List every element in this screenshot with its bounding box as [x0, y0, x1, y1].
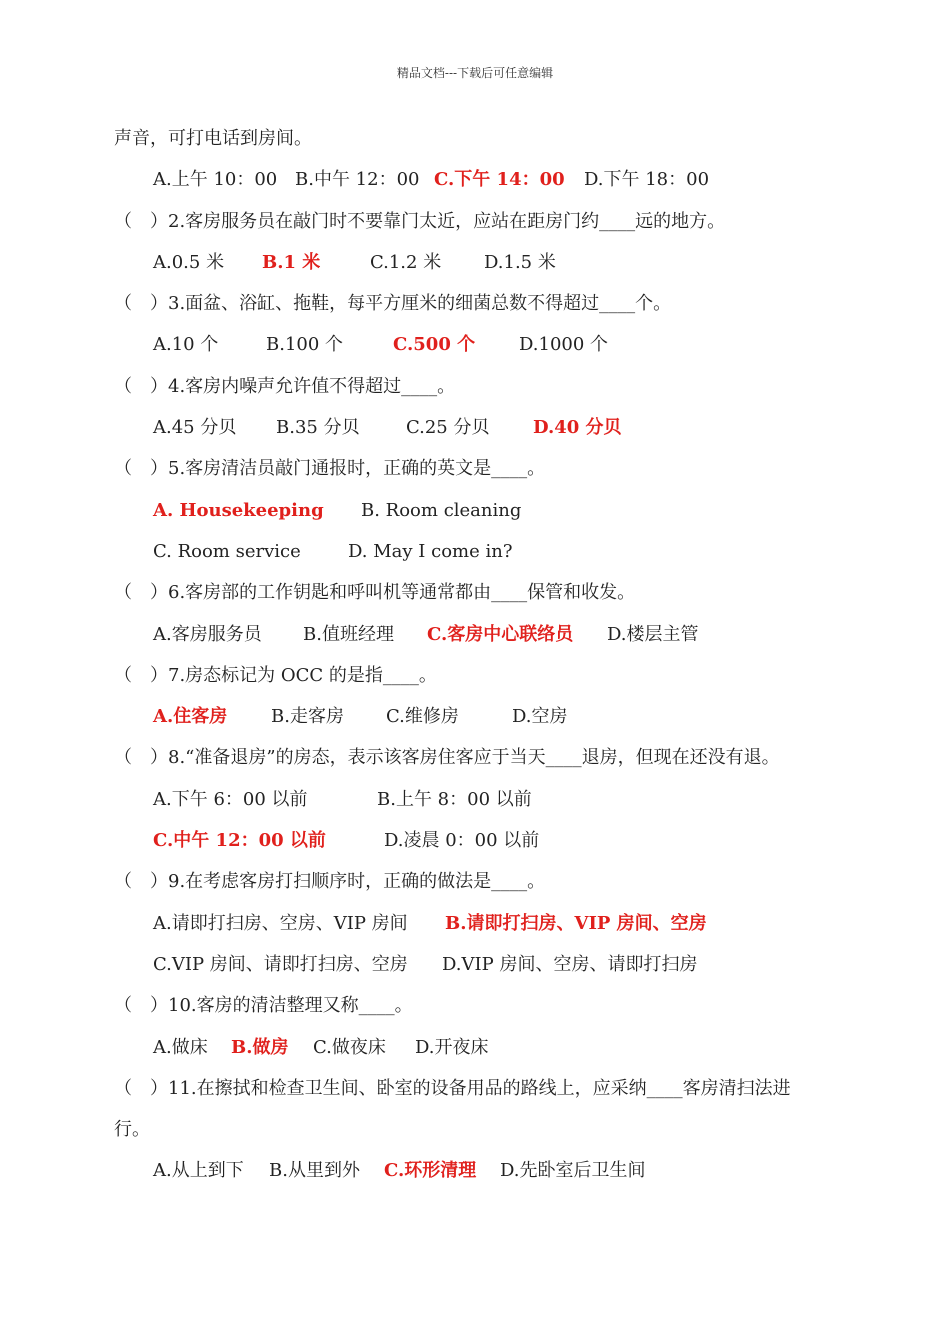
option: B.走客房: [271, 706, 344, 728]
option: C.做夜床: [313, 1036, 386, 1058]
question-line: （ ）9.在考虑客房打扫顺序时，正确的做法是____。: [114, 871, 546, 893]
question-line: （ ）10.客房的清洁整理又称____。: [114, 995, 413, 1017]
option: B.上午 8：00 以前: [377, 788, 532, 810]
question-line: 声音，可打电话到房间。: [114, 128, 312, 149]
answer-option: A.住客房: [153, 706, 228, 728]
answer-option: A. Housekeeping: [153, 499, 324, 521]
question-line: （ ）11.在擦拭和检查卫生间、卧室的设备用品的路线上，应采纳____客房清扫法进: [114, 1077, 791, 1099]
answer-option: C.中午 12：00 以前: [153, 830, 326, 852]
options-line: [0, 820, 950, 861]
option: B.从里到外: [269, 1160, 360, 1182]
option: C.VIP 房间、请即打扫房、空房: [153, 953, 408, 975]
options-line: [0, 1150, 950, 1191]
option: A.45 分贝: [153, 417, 237, 439]
answer-option: B.请即打扫房、VIP 房间、空房: [445, 912, 707, 934]
options-line: [0, 696, 950, 737]
options-line: [0, 490, 950, 531]
question-line: （ ）4.客房内噪声允许值不得超过____。: [114, 375, 456, 397]
question-list: [0, 118, 950, 1192]
options-line: [0, 903, 950, 944]
options-line: [0, 159, 950, 200]
option: A.上午 10：00: [153, 169, 278, 191]
option: C.1.2 米: [370, 251, 442, 273]
option: A.请即打扫房、空房、VIP 房间: [153, 912, 408, 934]
answer-option: B.做房: [231, 1036, 289, 1058]
page-header: 精品文档---下载后可任意编辑: [396, 66, 554, 80]
options-line: [0, 1027, 950, 1068]
question-line: 行。: [114, 1119, 150, 1141]
options-line: [0, 614, 950, 655]
option: A.10 个: [153, 334, 219, 356]
option: C.25 分贝: [406, 417, 490, 439]
option: A.做床: [153, 1036, 208, 1058]
option: D.1.5 米: [484, 251, 556, 273]
option: A.从上到下: [153, 1160, 244, 1182]
option: D.凌晨 0：00 以前: [384, 830, 540, 852]
option: B. Room cleaning: [361, 499, 522, 521]
option: D.VIP 房间、空房、请即打扫房: [442, 953, 698, 975]
option: C. Room service: [153, 540, 301, 562]
option: C.维修房: [386, 706, 459, 728]
option: D.下午 18：00: [584, 169, 710, 191]
option: D. May I come in?: [348, 540, 513, 562]
question-line: （ ）2.客房服务员在敲门时不要靠门太近，应站在距房门约____远的地方。: [114, 210, 726, 232]
answer-option: C.客房中心联络员: [427, 623, 574, 645]
question-line: （ ）7.房态标记为 OCC 的是指____。: [114, 664, 437, 686]
option: D.楼层主管: [607, 623, 699, 645]
option: D.开夜床: [415, 1036, 489, 1058]
question-line: （ ）3.面盆、浴缸、拖鞋，每平方厘米的细菌总数不得超过____个。: [114, 293, 672, 315]
option: B.35 分贝: [276, 417, 360, 439]
answer-option: C.500 个: [393, 334, 476, 356]
option: B.中午 12：00: [295, 169, 420, 191]
answer-option: C.环形清理: [384, 1160, 477, 1182]
option: A.下午 6：00 以前: [153, 788, 308, 810]
options-line: [0, 324, 950, 365]
options-line: [0, 531, 950, 572]
question-line: （ ）5.客房清洁员敲门通报时，正确的英文是____。: [114, 458, 546, 480]
option: D.1000 个: [519, 334, 609, 356]
option: A.0.5 米: [153, 251, 225, 273]
option: A.客房服务员: [153, 623, 262, 645]
options-line: [0, 779, 950, 820]
question-line: （ ）8.“准备退房”的房态，表示该客房住客应于当天____退房，但现在还没有退。: [114, 747, 780, 769]
option: B.值班经理: [303, 623, 394, 645]
options-line: [0, 242, 950, 283]
answer-option: B.1 米: [262, 251, 321, 273]
answer-option: C.下午 14：00: [434, 169, 565, 191]
question-line: （ ）6.客房部的工作钥匙和呼叫机等通常都由____保管和收发。: [114, 582, 636, 604]
answer-option: D.40 分贝: [533, 417, 622, 439]
option: D.先卧室后卫生间: [500, 1160, 646, 1182]
option: B.100 个: [266, 334, 344, 356]
options-line: [0, 944, 950, 985]
options-line: [0, 407, 950, 448]
option: D.空房: [512, 706, 568, 728]
